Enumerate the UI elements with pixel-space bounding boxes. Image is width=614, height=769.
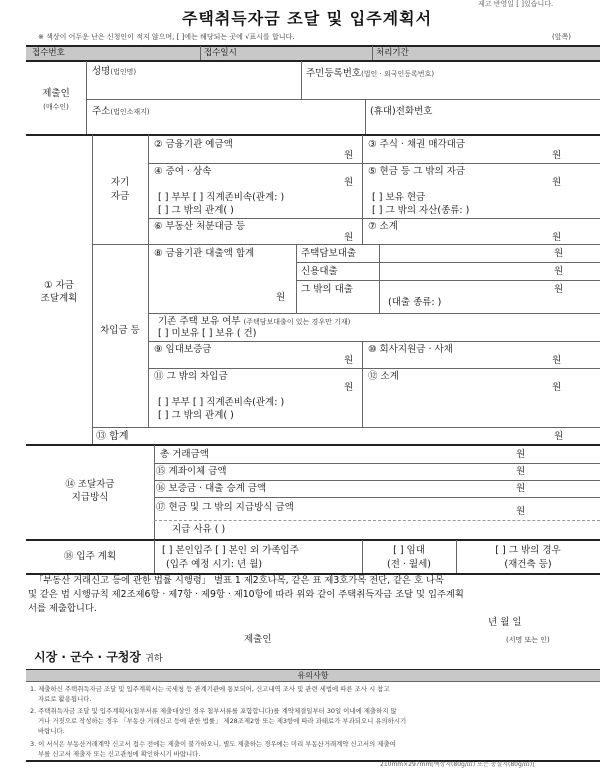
other-case-sub-label: (재건축 등) (504, 559, 552, 570)
payment-method-label: ⑭ 조달자금 (65, 479, 115, 490)
note-1b: 자료로 활용됩니다. (38, 695, 92, 703)
address-label: 주소 (92, 106, 111, 117)
declaration-line-2: 및 같은 법 시행규칙 제2조제6항 · 제7항 · 제9항 · 제10항에 따라 위와 같이 주택취득자금 조달 및 입주계획 (28, 589, 464, 600)
recipient-suffix: 귀하 (145, 654, 163, 664)
won-unit: 원 (344, 177, 354, 188)
own-funds-label: 자기 (110, 177, 130, 188)
funding-plan-label: ① 자금 (44, 280, 74, 291)
won-unit: 원 (552, 150, 562, 161)
grand-total-field[interactable]: ⑬ 합계 (96, 431, 129, 442)
page-title: 주택취득자금 조달 및 입주계획서 (181, 9, 433, 28)
page-side-label: (앞쪽) (552, 33, 571, 41)
name-sub-label: (법인명) (110, 68, 137, 76)
funding-plan-label-2: 조달계획 (40, 293, 78, 304)
won-unit: 원 (344, 382, 354, 393)
note-2c: 바랍니다. (38, 727, 65, 735)
gift-inheritance-field[interactable]: ④ 증여 · 상속 (154, 166, 212, 177)
won-unit: 원 (552, 177, 562, 188)
cash-checkbox-b[interactable]: [ ] 그 밖의 자산(종류: ) (372, 205, 470, 216)
own-subtotal-field[interactable]: ⑦ 소계 (368, 221, 398, 232)
move-in-date-field[interactable]: (입주 예정 시기: 년 월) (166, 559, 263, 570)
self-move-in-checkbox[interactable]: [ ] 본인입주 [ ] 본인 외 가족입주 (162, 545, 299, 556)
property-sale-field[interactable]: ⑥ 부동산 처분대금 등 (154, 221, 245, 232)
existing-home-checkbox[interactable]: [ ] 미보유 [ ] 보유 ( 건) (158, 328, 257, 339)
company-support-field[interactable]: ⑩ 회사지원금 · 사채 (368, 344, 453, 355)
sign-note[interactable]: (서명 또는 인) (506, 636, 550, 644)
succession-amount-field[interactable]: ⑯ 보증금 · 대출 승계 금액 (156, 483, 267, 494)
address-field[interactable] (92, 106, 150, 118)
existing-home-sub: (주택담보대출이 있는 경우만 기재) (243, 318, 351, 326)
receipt-number-label: 접수번호 (32, 48, 65, 58)
notes-title: 유의사항 (297, 671, 329, 680)
won-unit: 원 (516, 483, 526, 494)
submitter-label: 제출인 (42, 88, 70, 99)
date-line[interactable]: 년 월 일 (488, 617, 522, 628)
declaration-line-3: 서를 제출합니다. (28, 603, 97, 614)
declaration-line-1: 「부동산 거래신고 등에 관한 법률 시행령」 별표 1 제2호나목, 같은 표 제3호가목 전단, 같은 호 나목 (34, 575, 444, 586)
loan-type-field[interactable]: (대출 종류: ) (388, 297, 442, 308)
borrow-relation-checkbox-b[interactable]: [ ] 그 밖의 관계( ) (158, 410, 234, 421)
bank-loan-total-field[interactable]: ⑧ 금융기관 대출액 합계 (154, 248, 255, 259)
won-unit: 원 (344, 150, 354, 161)
receipt-date-label: 접수일시 (204, 48, 237, 58)
own-funds-label-2: 자금 (110, 191, 130, 202)
processing-period-label: 처리기간 (376, 48, 409, 58)
won-unit: 원 (516, 449, 526, 460)
borrow-subtotal-field[interactable]: ⑫ 소계 (368, 371, 399, 382)
note-1a: 1. 제출하신 주택취득자금 조달 및 입주계획서는 국세청 등 관계기관에 통보되어, 신고내역 조사 및 관련 세법에 따른 조사 시 참고 (30, 685, 390, 693)
won-unit: 원 (552, 382, 562, 393)
id-number-field[interactable] (306, 68, 434, 80)
other-case-checkbox[interactable]: [ ] 그 밖의 경우 (495, 545, 561, 556)
won-unit: 원 (554, 431, 564, 442)
won-unit: 원 (552, 232, 562, 243)
phone-field[interactable]: (휴대)전화번호 (370, 106, 433, 117)
credit-loan-label: 신용대출 (301, 266, 338, 277)
receipt-row (26, 46, 600, 60)
total-price-field[interactable]: 총 거래금액 (160, 449, 209, 460)
note-3b: 부를 신고서 제출자 또는 신고관청에 확인하시기 바랍니다. (38, 750, 201, 758)
id-label: 주민등록번호 (306, 68, 362, 79)
recipient-name: 시장 · 군수 · 구청장 (34, 650, 141, 664)
won-unit: 원 (276, 292, 286, 303)
mortgage-loan-label: 주택담보대출 (301, 248, 357, 259)
name-field[interactable] (92, 66, 136, 78)
stock-sale-field[interactable]: ③ 주식 · 채권 매각대금 (368, 139, 466, 150)
won-unit: 원 (516, 466, 526, 477)
payment-reason-field[interactable]: 지급 사유 ( ) (172, 524, 226, 535)
borrowed-label: 차입금 등 (100, 325, 140, 336)
cash-etc-field[interactable]: ⑤ 현금 등 그 밖의 자금 (368, 166, 466, 177)
won-unit: 원 (516, 506, 526, 517)
relation-checkbox-b[interactable]: [ ] 그 밖의 관계( ) (158, 205, 234, 216)
submitter-sign-label: 제출인 (244, 634, 272, 645)
won-unit: 원 (554, 266, 564, 277)
id-sub-label: (법인 · 외국인등록번호) (361, 70, 435, 78)
won-unit: 원 (552, 355, 562, 366)
cash-checkbox-a[interactable]: [ ] 보유 현금 (372, 192, 426, 203)
transfer-amount-field[interactable]: ⑮ 계좌이체 금액 (156, 466, 227, 477)
relation-checkbox-a[interactable]: [ ] 부부 [ ] 직계존비속(관계: ) (158, 192, 285, 203)
won-unit: 원 (344, 232, 354, 243)
lease-type-label: (전 · 월세) (386, 559, 431, 570)
deposit-field[interactable]: ② 금융기관 예금액 (154, 139, 233, 150)
recipient-label (34, 650, 163, 667)
instruction-text: ※ 색상이 어두운 난은 신청인이 적지 않으며, [ ]에는 해당되는 곳에 √표시를 합니다. (38, 33, 295, 41)
payment-method-label-2: 지급방식 (71, 492, 109, 503)
lease-checkbox[interactable]: [ ] 임대 (393, 545, 425, 556)
note-2b: 거나 거짓으로 작성하는 경우 「부동산 거래신고 등에 관한 법률」 제28조제2항 또는 제3항에 따라 과태료가 부과되오니 유의하시기 (38, 717, 407, 725)
won-unit: 원 (344, 355, 354, 366)
won-unit: 원 (554, 248, 564, 259)
move-in-plan-label: ⑱ 입주 계획 (63, 551, 117, 562)
other-borrowing-field[interactable]: ⑪ 그 밖의 차입금 (154, 371, 228, 382)
note-2a: 2. 주택취득자금 조달 및 입주계획서(첨부서류 제출대상인 경우 첨부서류를 포함합니다)를 계약체결일부터 30일 이내에 제출하지 않 (30, 707, 397, 715)
name-label: 성명 (92, 66, 111, 77)
existing-home-text: 기존 주택 보유 여부 (158, 316, 241, 327)
borrow-relation-checkbox-a[interactable]: [ ] 부부 [ ] 직계존비속(관계: ) (158, 397, 285, 408)
address-sub-label: (법인소재지) (110, 108, 150, 116)
cash-other-amount-field[interactable]: ⑰ 현금 및 그 밖의 지급방식 금액 (156, 502, 294, 513)
other-loan-label: 그 밖의 대출 (301, 284, 353, 295)
paper-size-footer: 210mm×297mm[백상지(80g/㎡) 또는 중질지(80g/㎡)] (380, 761, 535, 768)
note-3a: 3. 이 서식은 부동산거래계약 신고서 접수 전에는 제출이 불가하오니, 별도 제출하는 경우에는 미리 부동산거래계약 신고서의 제출여 (30, 740, 396, 748)
top-note: 제고 반영일 [ ]있습니다. (478, 0, 554, 8)
submitter-sub-label: (매수인) (43, 103, 69, 111)
existing-home-label (158, 316, 350, 328)
won-unit: 원 (554, 284, 564, 295)
lease-deposit-field[interactable]: ⑨ 임대보증금 (154, 344, 212, 355)
